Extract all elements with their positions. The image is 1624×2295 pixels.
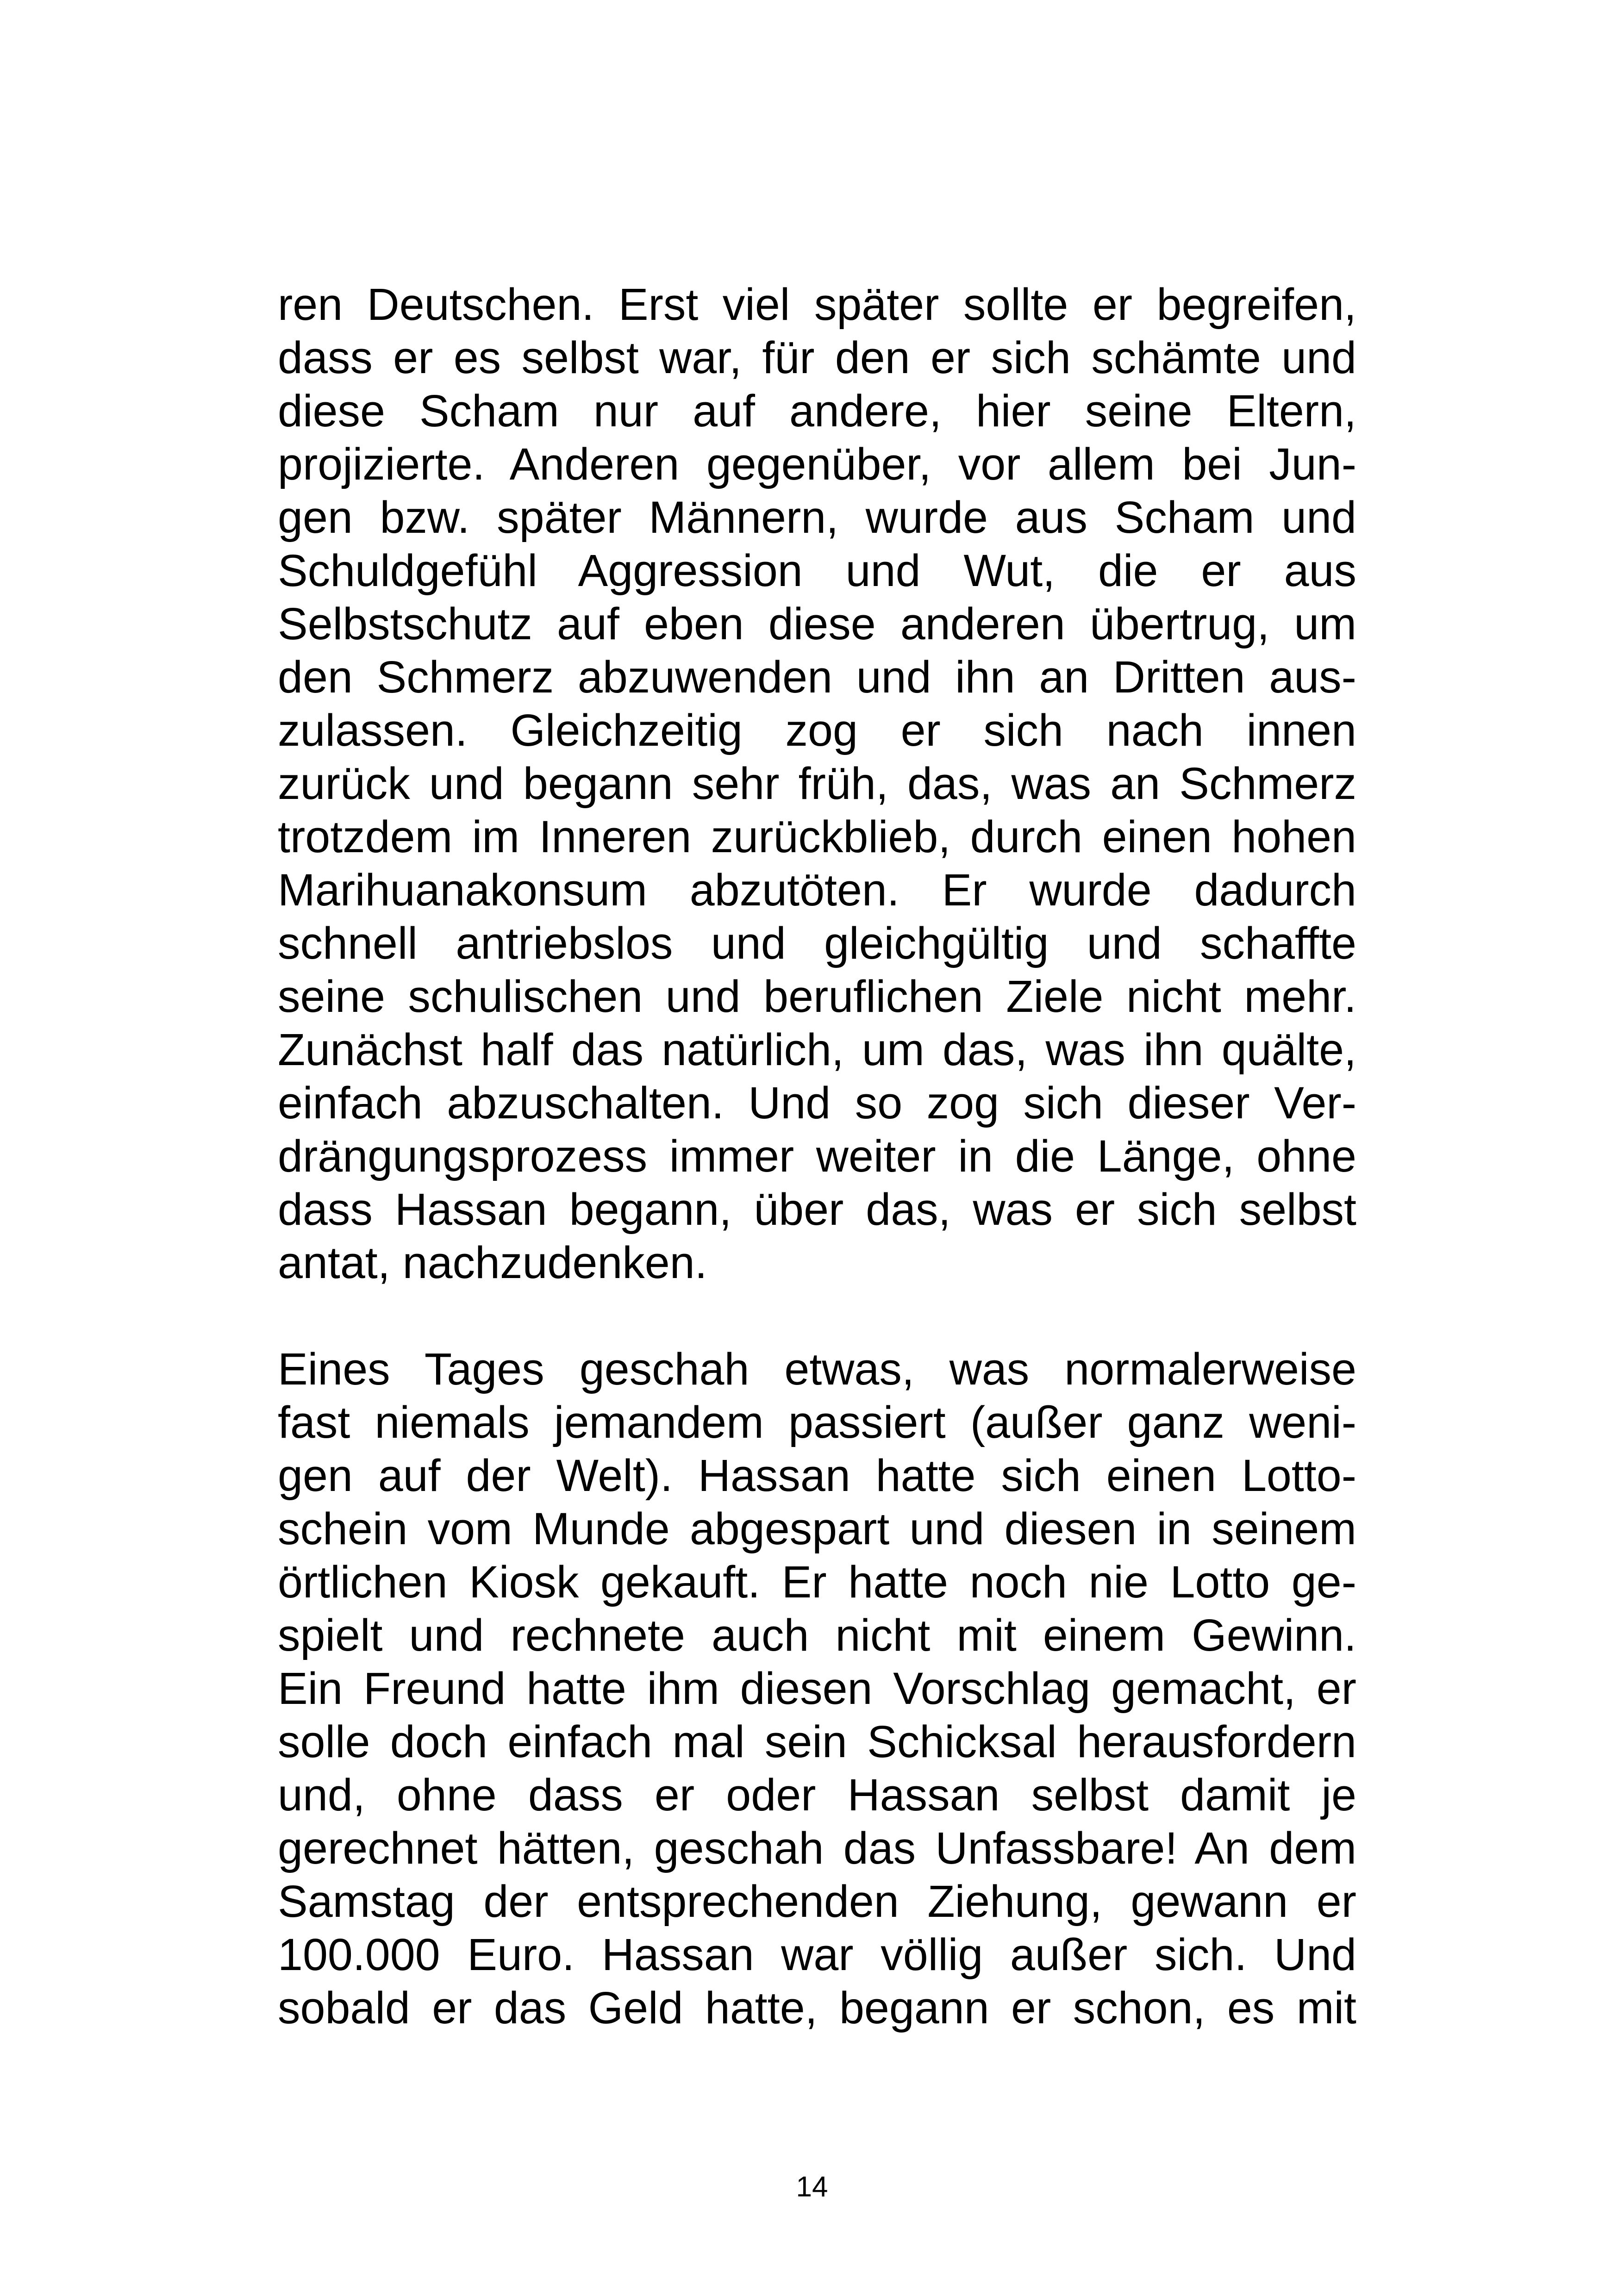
text-line: diese Scham nur auf andere, hier seine Eltern, (278, 386, 1356, 436)
text-line: Zunächst half das natürlich, um das, was ihn quälte, (278, 1024, 1356, 1075)
text-line: den Schmerz abzuwenden und ihn an Dritten aus- (278, 652, 1356, 702)
text-line: dass Hassan begann, über das, was er sich selbst (278, 1184, 1356, 1235)
text-line: projizierte. Anderen gegenüber, vor allem bei Jun- (278, 439, 1356, 489)
paragraph-2 (278, 1342, 1356, 2034)
text-line: Schuldgefühl Aggression und Wut, die er aus (278, 545, 1356, 596)
text-line: trotzdem im Inneren zurückblieb, durch einen hohen (278, 811, 1356, 862)
text-line: dass er es selbst war, für den er sich schämte und (278, 332, 1356, 383)
paragraph-1 (278, 278, 1356, 1289)
text-line: Selbstschutz auf eben diese anderen übertrug, um (278, 599, 1356, 649)
text-line: spielt und rechnete auch nicht mit einem Gewinn. (278, 1610, 1356, 1660)
text-line: gerechnet hätten, geschah das Unfassbare! An dem (278, 1823, 1356, 1873)
text-line: schnell antriebslos und gleichgültig und schaffte (278, 918, 1356, 968)
text-line: Eines Tages geschah etwas, was normalerweise (278, 1344, 1356, 1394)
text-line: schein vom Munde abgespart und diesen in seinem (278, 1503, 1356, 1554)
text-line: zulassen. Gleichzeitig zog er sich nach innen (278, 705, 1356, 755)
text-line: zurück und begann sehr früh, das, was an Schmerz (278, 758, 1356, 809)
text-line: und, ohne dass er oder Hassan selbst damit je (278, 1770, 1356, 1820)
text-line: Ein Freund hatte ihm diesen Vorschlag gemacht, er (278, 1663, 1356, 1714)
page-number: 14 (796, 2171, 828, 2203)
text-line: gen bzw. später Männern, wurde aus Scham und (278, 492, 1356, 543)
text-line: örtlichen Kiosk gekauft. Er hatte noch nie Lotto ge- (278, 1557, 1356, 1607)
text-line: antat, nachzudenken. (278, 1237, 707, 1288)
text-line: seine schulischen und beruflichen Ziele nicht mehr. (278, 971, 1356, 1022)
text-line: gen auf der Welt). Hassan hatte sich einen Lotto- (278, 1450, 1356, 1501)
text-line: solle doch einfach mal sein Schicksal herausfordern (278, 1716, 1356, 1767)
text-line: ren Deutschen. Erst viel später sollte er begreifen, (278, 279, 1356, 330)
text-line: drängungsprozess immer weiter in die Länge, ohne (278, 1131, 1356, 1181)
text-line: Marihuanakonsum abzutöten. Er wurde dadurch (278, 865, 1356, 915)
text-line: sobald er das Geld hatte, begann er schon, es mit (278, 1983, 1356, 2033)
text-line: Samstag der entsprechenden Ziehung, gewann er (278, 1876, 1356, 1927)
text-line: fast niemals jemandem passiert (außer ganz weni- (278, 1397, 1356, 1447)
text-line: 100.000 Euro. Hassan war völlig außer sich. Und (278, 1929, 1356, 1980)
text-line: einfach abzuschalten. Und so zog sich dieser Ver- (278, 1078, 1356, 1128)
